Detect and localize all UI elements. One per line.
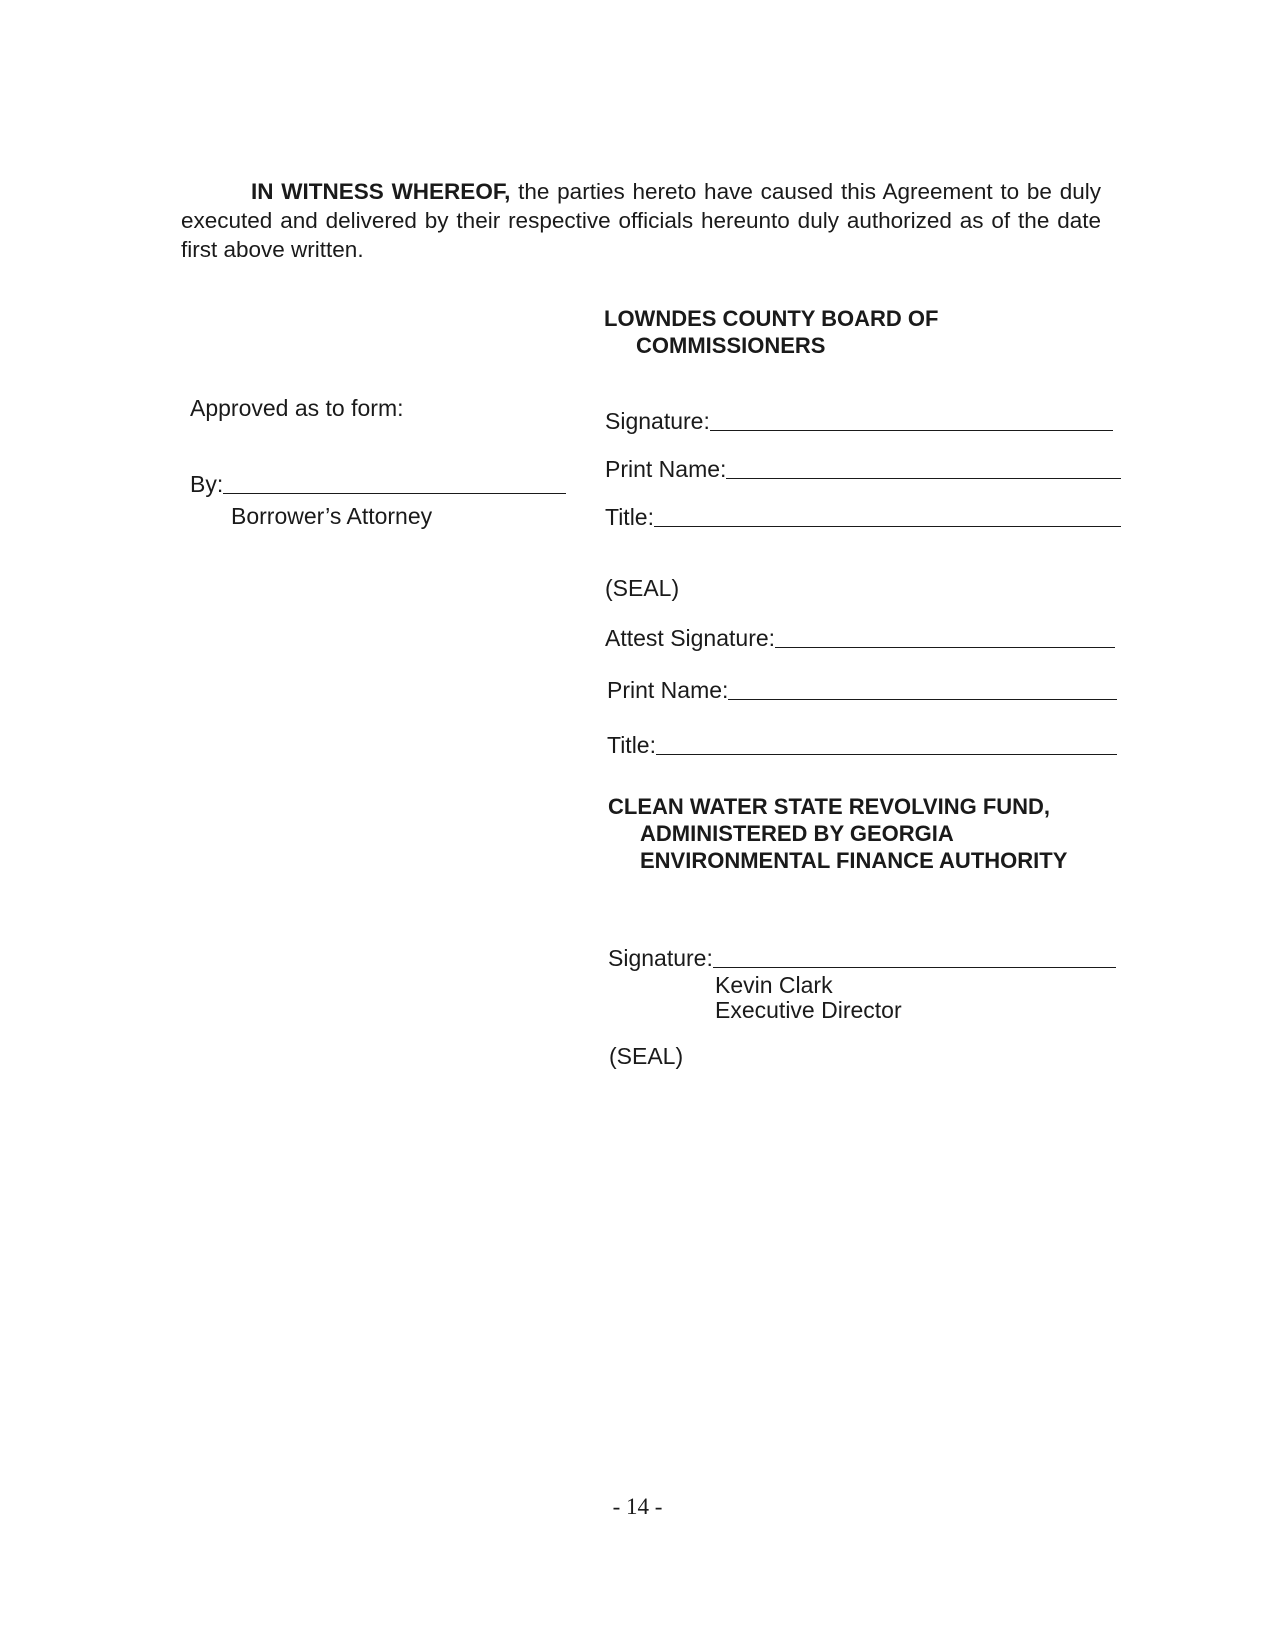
attest-signature-label: Attest Signature: — [605, 625, 776, 651]
borrower-seal: (SEAL) — [605, 575, 680, 601]
attest-title-field[interactable] — [607, 727, 1117, 757]
attest-signature-line[interactable] — [775, 627, 1115, 648]
lender-name-heading — [608, 793, 1067, 874]
attest-title-label: Title: — [607, 732, 656, 758]
borrower-name-line1: LOWNDES COUNTY BOARD OF — [604, 306, 939, 331]
lender-signature-label: Signature: — [608, 945, 713, 971]
approved-as-to-form-label: Approved as to form: — [190, 395, 404, 421]
lender-signature-line[interactable] — [713, 947, 1116, 968]
page-number: - 14 - — [612, 1494, 663, 1519]
attorney-by-field[interactable] — [190, 466, 566, 496]
witness-lead: IN WITNESS WHEREOF, — [251, 179, 511, 204]
witness-paragraph — [181, 177, 1101, 264]
borrower-signature-field[interactable] — [605, 403, 1113, 433]
lender-name-line3: ENVIRONMENTAL FINANCE AUTHORITY — [640, 848, 1068, 873]
attest-signature-field[interactable] — [605, 620, 1115, 650]
borrower-title-field[interactable] — [605, 499, 1121, 529]
attest-title-line[interactable] — [656, 734, 1117, 755]
borrower-signature-label: Signature: — [605, 408, 710, 434]
attorney-signature-line[interactable] — [223, 473, 566, 494]
attest-print-name-label: Print Name: — [607, 677, 729, 703]
attest-print-name-field[interactable] — [607, 672, 1117, 702]
lender-signature-field[interactable] — [608, 940, 1116, 970]
witness-text: the parties hereto have caused this Agreement to be duly executed and delivered by their respective officials hereunto duly authorized as of the date first above written. — [181, 179, 1101, 262]
borrower-title-label: Title: — [605, 504, 654, 530]
borrower-print-name-label: Print Name: — [605, 456, 727, 482]
attorney-role-label: Borrower’s Attorney — [231, 503, 433, 529]
borrower-print-name-line[interactable] — [726, 458, 1121, 479]
borrower-signature-line[interactable] — [710, 410, 1113, 431]
borrower-title-line[interactable] — [654, 506, 1121, 527]
lender-name-line2: ADMINISTERED BY GEORGIA — [640, 821, 954, 846]
borrower-print-name-field[interactable] — [605, 451, 1121, 481]
borrower-name-heading — [604, 305, 938, 359]
lender-seal: (SEAL) — [609, 1043, 684, 1069]
borrower-name-line2: COMMISSIONERS — [636, 333, 826, 358]
lender-signer-name: Kevin Clark — [715, 972, 833, 998]
attorney-by-label: By: — [190, 471, 224, 497]
lender-signer-title: Executive Director — [715, 997, 902, 1023]
attest-print-name-line[interactable] — [728, 679, 1117, 700]
lender-name-line1: CLEAN WATER STATE REVOLVING FUND, — [608, 794, 1051, 819]
